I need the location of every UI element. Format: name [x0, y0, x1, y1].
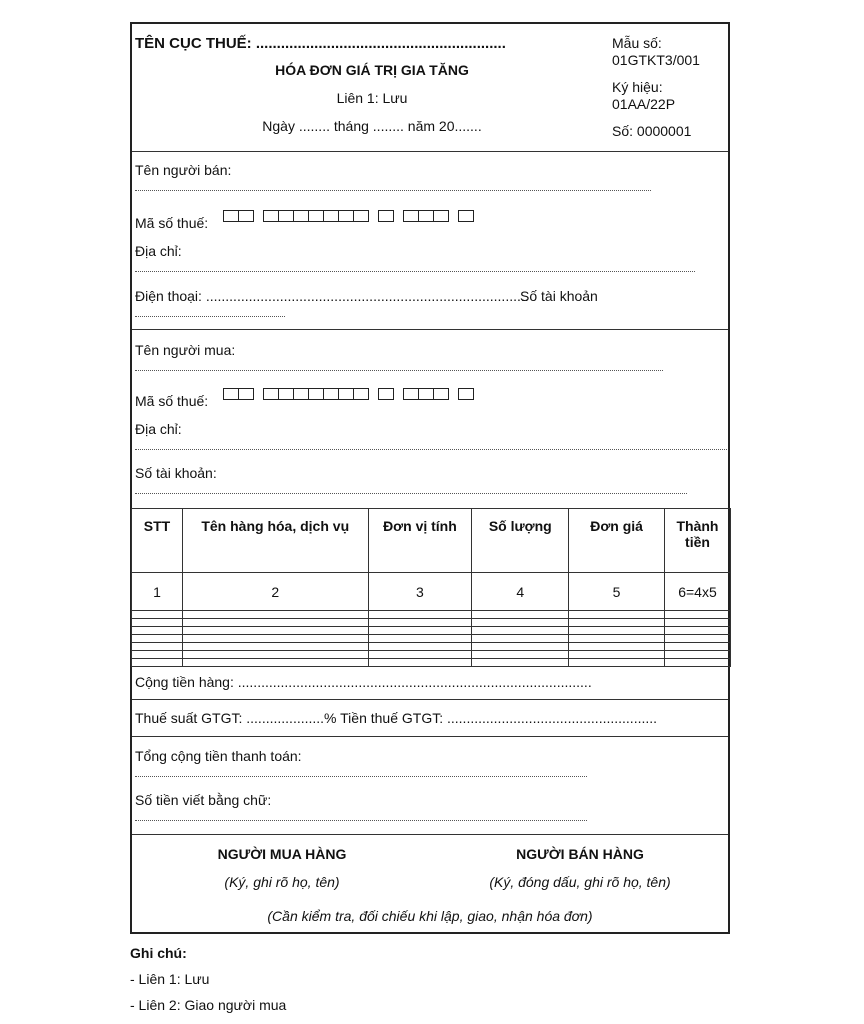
table-row: [132, 627, 731, 635]
totals-divider-2: [132, 736, 728, 737]
invoice-form: [130, 22, 730, 934]
buyer-address-line: [135, 449, 727, 450]
seller-name-line: [135, 190, 651, 191]
table-row: [132, 611, 731, 619]
grand-total-line: [135, 776, 587, 777]
table-index-row: [132, 573, 731, 611]
tax-agency-label: TÊN CỤC THUẾ: ............................................................: [135, 35, 506, 52]
grand-total-label: Tổng cộng tiền thanh toán:: [135, 748, 302, 764]
invoice-title: HÓA ĐƠN GIÁ TRỊ GIA TĂNG: [275, 62, 469, 78]
table-row: [132, 619, 731, 627]
goods-total-label: Cộng tiền hàng: ...........................................................................................: [135, 674, 592, 690]
table-cell: 4: [472, 573, 569, 611]
table-row: [132, 651, 731, 659]
buyer-account-label: Số tài khoản:: [135, 465, 217, 481]
col-header-stt: STT: [132, 509, 183, 573]
seller-address-line: [135, 271, 695, 272]
col-header-unit: Đơn vị tính: [368, 509, 472, 573]
totals-divider-1: [132, 699, 728, 700]
buyer-signature-title: NGƯỜI MUA HÀNG: [217, 846, 347, 862]
buyer-account-line: [135, 493, 687, 494]
notes-title: Ghi chú:: [130, 945, 187, 961]
col-header-item: Tên hàng hóa, dịch vụ: [182, 509, 368, 573]
seller-address-label: Địa chỉ:: [135, 243, 182, 259]
seller-tax-boxes: [223, 210, 483, 222]
seller-account-label: Số tài khoản: [520, 288, 598, 304]
buyer-signature-hint: (Ký, ghi rõ họ, tên): [224, 874, 340, 890]
items-table: [131, 508, 731, 667]
note-item: - Liên 1: Lưu: [130, 971, 210, 987]
buyer-divider: [132, 329, 728, 330]
seller-tax-label: Mã số thuế:: [135, 215, 209, 231]
copy-label: Liên 1: Lưu: [336, 90, 408, 106]
form-number-label: Mẫu số:: [612, 35, 662, 51]
seller-account-line: [135, 316, 285, 317]
note-item: - Liên 2: Giao người mua: [130, 997, 287, 1013]
table-cell: 3: [368, 573, 472, 611]
seller-signature-hint: (Ký, đóng dấu, ghi rõ họ, tên): [489, 874, 671, 890]
seller-signature-title: NGƯỜI BÁN HÀNG: [516, 846, 644, 862]
buyer-name-label: Tên người mua:: [135, 342, 236, 358]
table-cell: 5: [569, 573, 665, 611]
table-row: [132, 635, 731, 643]
seller-phone-label: Điện thoại: ...................................................................................: [135, 288, 529, 304]
form-number-value: 01GTKT3/001: [612, 52, 700, 68]
amount-in-words-line: [135, 820, 587, 821]
check-note: (Cần kiểm tra, đối chiếu khi lập, giao, nhận hóa đơn): [267, 908, 593, 924]
seller-name-label: Tên người bán:: [135, 162, 232, 178]
col-header-amount: Thành tiền: [664, 509, 730, 573]
symbol-value: 01AA/22P: [612, 96, 676, 112]
buyer-address-label: Địa chỉ:: [135, 421, 182, 437]
vat-line: Thuế suất GTGT: ....................% Tiền thuế GTGT: ......................................................: [135, 710, 658, 726]
signature-divider: [132, 834, 728, 835]
buyer-tax-boxes: [223, 388, 483, 400]
amount-in-words-label: Số tiền viết bằng chữ:: [135, 792, 272, 808]
seller-divider: [132, 151, 728, 152]
buyer-tax-label: Mã số thuế:: [135, 393, 209, 409]
table-row: [132, 659, 731, 667]
invoice-number: Số: 0000001: [612, 123, 692, 139]
notes: [130, 945, 286, 1023]
symbol-label: Ký hiệu:: [612, 79, 663, 95]
date-line: Ngày ........ tháng ........ năm 20.......: [262, 118, 482, 134]
col-header-qty: Số lượng: [472, 509, 569, 573]
table-row: [132, 643, 731, 651]
table-cell: 1: [132, 573, 183, 611]
table-cell: 2: [182, 573, 368, 611]
col-header-price: Đơn giá: [569, 509, 665, 573]
buyer-name-line: [135, 370, 663, 371]
table-header-row: [132, 509, 731, 573]
table-cell: 6=4x5: [664, 573, 730, 611]
